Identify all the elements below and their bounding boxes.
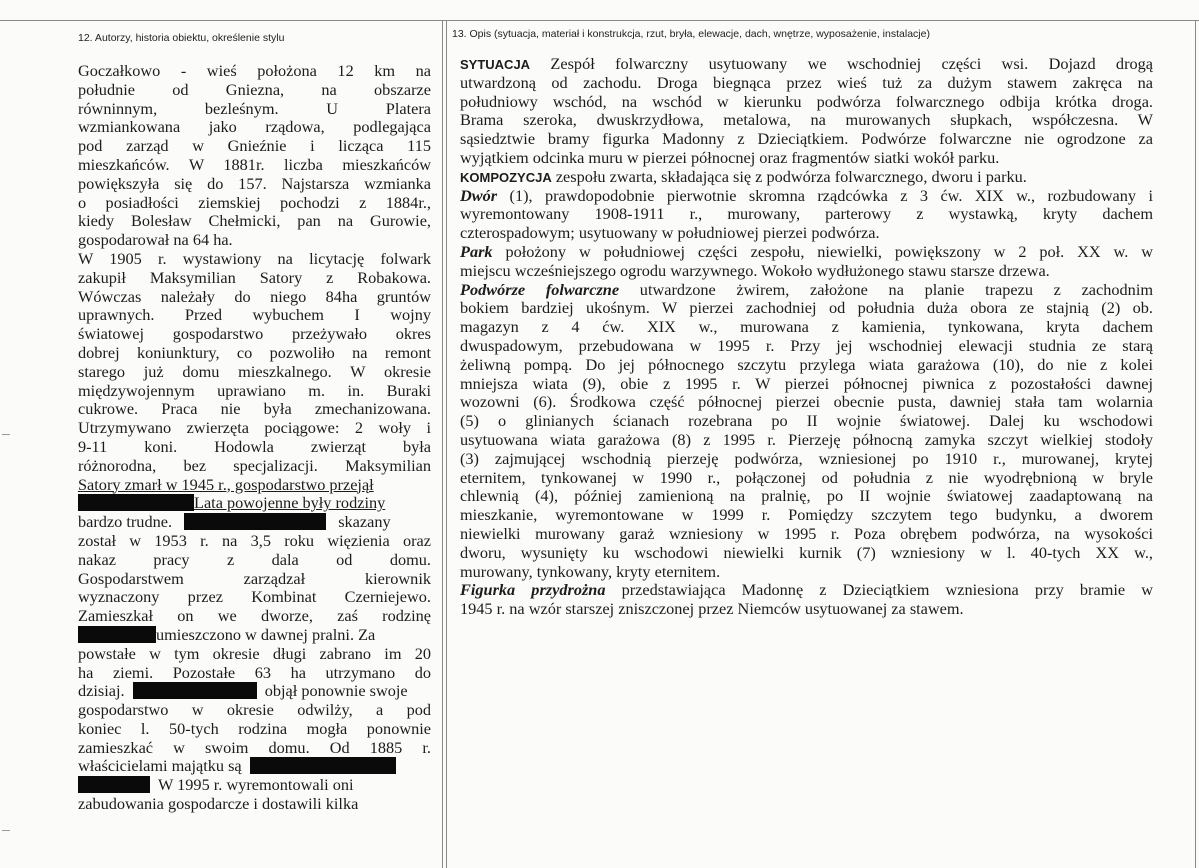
- text-line: [78, 513, 431, 532]
- text-line: mniejsza wiata (9), obie z 1995 r. W pierzei północnej piwnica z pozostałości dawnej: [460, 374, 1153, 393]
- section-label-podworze: Podwórze folwarczne: [460, 280, 620, 299]
- text-fragment: utwardzone żwirem, założone na planie trapezu z zachodnim: [639, 280, 1153, 299]
- text-line: międzywojennym uprawiano m. in. Buraki: [78, 381, 431, 400]
- text-line: dworu, wysunięty ku wschodowi niewielki kurnik (7) wzniesiony w l. 40-tych XX w.,: [460, 543, 1153, 562]
- text-line: [460, 55, 1153, 74]
- text-line: [78, 776, 431, 795]
- text-line: czterospadowym; usytuowany w południowej pierzei podwórza.: [460, 224, 880, 243]
- text-line: [78, 476, 431, 495]
- top-border: [0, 20, 1199, 21]
- section-label-sytuacja: SYTUACJA: [460, 57, 531, 72]
- text-line: Zamieszkał on we dworze, zaś rodzinę: [78, 607, 431, 626]
- text-line: południe od Gniezna, na obszarze: [78, 80, 431, 99]
- text-fragment: zespołu zwarta, składająca się z podwórza folwarcznego, dworu i parku.: [555, 167, 1027, 186]
- text-fragment: W 1995 r. wyremontowali oni: [158, 776, 354, 795]
- text-line-content: Satory zmarł w 1945 r., gospodarstwo przejął: [78, 475, 374, 494]
- text-fragment: właścicielami majątku są: [78, 757, 242, 776]
- text-fragment: (1), prawdopodobnie pierwotnie skromna rządcówka z 3 ćw. XIX w., rozbudowany i: [509, 186, 1153, 205]
- text-line: usytuowana wiata garażowa (8) z 1995 r. Pierzeję północną zamyka szczyt wielkiej stodoły: [460, 430, 1153, 449]
- redaction-box: [184, 513, 326, 530]
- text-line: miejscu wcześniejszego ogrodu warzywnego. Wokoło wydłużonego stawu starsze drzewa.: [460, 261, 1050, 280]
- text-line: sąsiedztwie bramy figurka Madonny z Dzieciątkiem. Podwórze folwarczne nie ogrodzone za: [460, 130, 1153, 149]
- text-line: Utrzymywano zwierzęta pociągowe: 2 woły i: [78, 419, 431, 438]
- text-line: [460, 581, 1153, 600]
- text-line: murowany, tynkowany, kryty eternitem.: [460, 562, 721, 581]
- redaction-box: [78, 776, 150, 793]
- text-line: utwardzoną od zachodu. Droga biegnąca przez wieś tuż za dużym stawem zakręca na: [460, 73, 1153, 92]
- text-line: różnorodna, bez specjalizacji. Maksymilian: [78, 456, 431, 475]
- text-line: Goczałkowo - wieś położona 12 km na: [78, 62, 431, 80]
- text-line: eternitem, tynkowanej w 1990 r., połączonej od południa z nie wyodrębnioną w bryle: [460, 468, 1153, 487]
- text-line: starego już domu mieszkalnego. W okresie: [78, 362, 431, 381]
- text-line: [460, 281, 1153, 300]
- text-line: [460, 243, 1153, 262]
- text-line: żeliwną pompą. Do jej północnego szczytu przylega wiata garażowa (10), do nie z kolei: [460, 355, 1153, 374]
- text-line: cukrowe. Praca nie była zmechanizowana.: [78, 400, 431, 419]
- text-line: został w 1953 r. na 3,5 roku więzienia oraz: [78, 531, 431, 550]
- text-line: wyremontowany 1908-1911 r., murowany, parterowy z wystawką, kryty dachem: [460, 205, 1153, 224]
- text-line: niewielki murowany garaż wzniesiony w 1995 r. Poza obrębem podwórza, na wysokości: [460, 524, 1153, 543]
- redaction-box: [133, 682, 257, 699]
- text-line: W 1905 r. wystawiony na licytację folwark: [78, 249, 431, 268]
- text-line: Gospodarstwem zarządzał kierownik: [78, 569, 431, 588]
- column-divider-inner: [446, 20, 447, 868]
- text-line: bokiem bardziej ukośnym. W pierzei zachodniej od południa duża obora ze stajnią (2) ob.: [460, 299, 1153, 318]
- text-line: powstałe w tym okresie długi zabrano im 20: [78, 644, 431, 663]
- text-line: magazyn z 4 ćw. XIX w., murowana z kamienia, tynkowana, kryta dachem: [460, 318, 1153, 337]
- section-13-header: 13. Opis (sytuacja, materiał i konstrukcja, rzut, bryła, elewacje, dach, wnętrze, wyposażenie, instalacje): [452, 28, 930, 40]
- description-text: [460, 55, 1153, 619]
- text-line: [460, 187, 1153, 206]
- right-border: [1195, 20, 1196, 868]
- text-line: uprawnych. Przed wybuchem I wojny: [78, 306, 431, 325]
- redaction-box: [78, 494, 194, 511]
- text-line: 9-11 koni. Hodowla zwierząt była: [78, 437, 431, 456]
- text-line: nakaz pracy z dala od domu.: [78, 550, 431, 569]
- text-fragment: bardzo trudne.: [78, 513, 173, 532]
- text-fragment: położony w południowej części zespołu, niewielki, powiększony w 2 poł. XX w. w: [505, 242, 1153, 261]
- text-line: południowy wschód, na wschód w kierunku podwórza folwarcznego odbija krótka droga.: [460, 92, 1153, 111]
- text-fragment: Zespół folwarczny usytuowany we wschodniej części wsi. Dojazd drogą: [550, 55, 1153, 73]
- text-line: gospodarował na 64 ha.: [78, 231, 233, 250]
- text-line: zamieszkać w swoim domu. Od 1885 r.: [78, 738, 431, 757]
- text-line: [78, 682, 431, 701]
- text-line: pod zarząd w Gnieźnie i licząca 115: [78, 137, 431, 156]
- text-line: dobrej koniunktury, co pozwoliło na remont: [78, 343, 431, 362]
- text-line: (5) o glinianych ścianach rozebrana po II wojnie światowej. Dalej ku wschodowi: [460, 412, 1153, 431]
- section-label-kompozycja: KOMPOZYCJA: [460, 169, 552, 185]
- text-line: [78, 757, 431, 776]
- text-line: równinnym, bezleśnym. U Platera: [78, 99, 431, 118]
- text-line: [78, 494, 431, 513]
- text-line: wozowni (6). Środkowa część północnej pierzei obecnie pusta, dawniej stała tam wolarnia: [460, 393, 1153, 412]
- text-line: ha ziemi. Pozostałe 63 ha utrzymano do: [78, 663, 431, 682]
- text-line: kiedy Bolesław Chełmicki, pan na Gurowie,: [78, 212, 431, 231]
- text-line: wyznaczony przez Kombinat Czerniejewo.: [78, 588, 431, 607]
- text-line: o posiadłości ziemskiej pochodzi z 1884r.,: [78, 193, 431, 212]
- text-line: zabudowania gospodarcze i dostawili kilka: [78, 795, 359, 814]
- text-fragment: dzisiaj.: [78, 682, 125, 701]
- section-label-figurka: Figurka przydrożna: [460, 581, 606, 600]
- text-line: wzmiankowana jako rządowa, podlegająca: [78, 118, 431, 137]
- fold-mark: [2, 434, 10, 435]
- redaction-box: [250, 757, 396, 774]
- text-line: mieszkańców. W 1881r. liczba mieszkańców: [78, 155, 431, 174]
- text-fragment: Lata powojenne były rodziny: [194, 494, 386, 513]
- history-text: [78, 62, 431, 814]
- section-label-park: Park: [460, 242, 493, 261]
- text-fragment: skazany: [338, 513, 391, 532]
- text-line: światowej gospodarstwo przeżywało okres: [78, 325, 431, 344]
- text-fragment: przedstawiająca Madonnę z Dzieciątkiem wzniesiona przy bramie w: [621, 581, 1153, 600]
- text-line: zakupił Maksymilian Satory z Robakowa.: [78, 268, 431, 287]
- text-fragment: objął ponownie swoje: [264, 682, 408, 701]
- text-line: mieszkanie, wyremontowane w 1999 r. Pomiędzy szczytem tego budynku, a dworem: [460, 506, 1153, 525]
- text-line: powiększyła się do 157. Najstarsza wzmianka: [78, 174, 431, 193]
- text-line: wyjątkiem odcinka muru w pierzei północnej oraz fragmentów siatki wokół parku.: [460, 148, 1000, 167]
- section-12-header: 12. Autorzy, historia obiektu, określenie stylu: [78, 32, 285, 44]
- text-line: (3) zajmującej wschodnią pierzeję podwórza, wzniesionej po 1910 r., murowanej, krytej: [460, 449, 1153, 468]
- text-line: [78, 626, 431, 645]
- fold-mark: [2, 830, 10, 831]
- text-line: dwuspadowym, przebudowana w 1995 r. Przy jej wschodniej elewacji studnia ze starą: [460, 336, 1153, 355]
- text-fragment: umieszczono w dawnej pralni. Za: [156, 625, 376, 644]
- text-line: gospodarstwo w okresie odwilży, a pod: [78, 701, 431, 720]
- redaction-box: [78, 626, 156, 643]
- text-line: Wówczas należały do niego 84ha gruntów: [78, 287, 431, 306]
- text-line: Brama szeroka, dwuskrzydłowa, metalowa, na murowanych słupkach, współczesna. W: [460, 111, 1153, 130]
- column-divider: [442, 20, 443, 868]
- text-line: koniec l. 50-tych rodzina mogła ponownie: [78, 719, 431, 738]
- section-label-dwor: Dwór: [460, 186, 498, 205]
- text-line: 1945 r. na wzór starszej zniszczonej przez Niemców usytuowanej za stawem.: [460, 600, 964, 619]
- text-line: [460, 168, 1153, 187]
- text-line: chlewnią (4), później zamienioną na pralnię, po II wojnie światowej zaadaptowaną na: [460, 487, 1153, 506]
